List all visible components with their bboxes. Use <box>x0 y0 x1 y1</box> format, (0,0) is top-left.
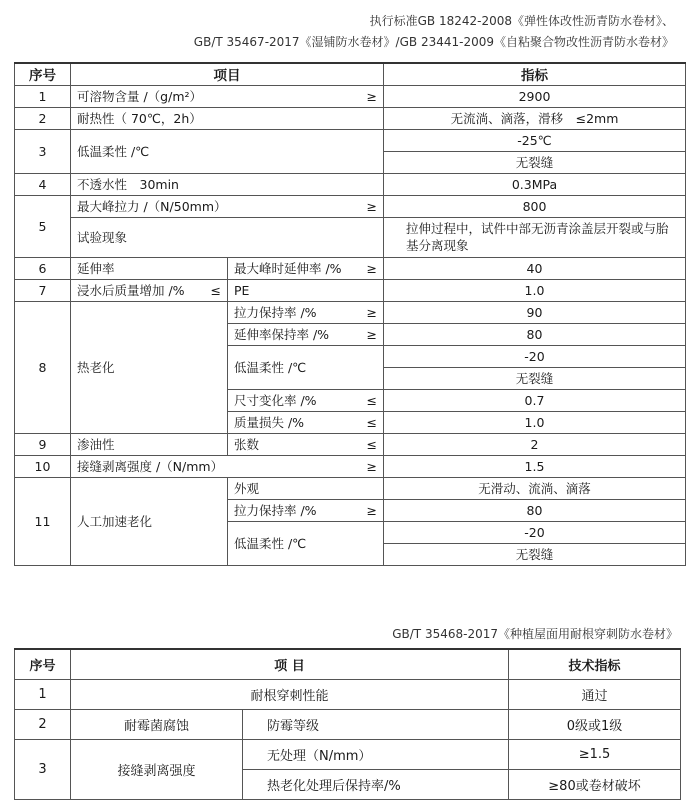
row-value: -20 <box>384 521 686 543</box>
row-no: 2 <box>15 709 71 739</box>
row-sub: 延伸率保持率 /% ≥ <box>228 323 384 345</box>
row-item: 人工加速老化 <box>71 477 228 565</box>
table-header-row <box>15 63 686 85</box>
row-value: 0.7 <box>384 389 686 411</box>
row-value: 2 <box>384 433 686 455</box>
row-item: 试验现象 <box>71 217 384 257</box>
row-no: 6 <box>15 257 71 279</box>
row-sub: 热老化处理后保持率/% <box>243 769 509 799</box>
row-item: 低温柔性 /℃ <box>71 129 384 173</box>
row-no: 1 <box>15 85 71 107</box>
standard-line-1: 执行标准GB 18242-2008《弹性体改性沥青防水卷材》、 <box>369 14 674 28</box>
table-row <box>15 85 686 107</box>
row-sub: 质量损失 /% ≤ <box>228 411 384 433</box>
row-sub: 尺寸变化率 /% ≤ <box>228 389 384 411</box>
row-item: 不透水性 30min <box>71 173 384 195</box>
row-value: 80 <box>384 499 686 521</box>
header-item: 项 目 <box>71 649 509 679</box>
root-resistance-table <box>14 648 681 800</box>
table-row <box>15 107 686 129</box>
table-row <box>15 195 686 217</box>
standard-line-2: GB/T 35467-2017《湿铺防水卷材》/GB 23441-2009《自粘聚合物改性沥青防水卷材》 <box>193 35 674 49</box>
row-value: 拉伸过程中，试件中部无沥青涂盖层开裂或与胎基分离现象 <box>384 217 686 257</box>
row-value: 无裂缝 <box>384 367 686 389</box>
row-value: 80 <box>384 323 686 345</box>
row-no: 9 <box>15 433 71 455</box>
row-no: 3 <box>15 739 71 799</box>
table-row <box>15 477 686 499</box>
row-sub: 最大峰时延伸率 /% ≥ <box>228 257 384 279</box>
row-value: 1.0 <box>384 279 686 301</box>
row-value: 通过 <box>509 679 681 709</box>
row-item: 可溶物含量 /（g/m²） ≥ <box>71 85 384 107</box>
table-row <box>15 455 686 477</box>
row-item: 热老化 <box>71 301 228 433</box>
row-value: 无裂缝 <box>384 543 686 565</box>
row-no: 10 <box>15 455 71 477</box>
table-header-row <box>15 649 681 679</box>
table-row <box>15 173 686 195</box>
row-no: 8 <box>15 301 71 433</box>
row-value: -20 <box>384 345 686 367</box>
row-value: 无滑动、流淌、滴落 <box>384 477 686 499</box>
table-row <box>15 739 681 769</box>
header-spec: 指标 <box>384 63 686 85</box>
row-value: 无裂缝 <box>384 151 686 173</box>
row-no: 5 <box>15 195 71 257</box>
row-no: 1 <box>15 679 71 709</box>
performance-table <box>14 62 686 566</box>
row-sub: PE <box>228 279 384 301</box>
row-value: 1.0 <box>384 411 686 433</box>
table-row <box>15 257 686 279</box>
table-row <box>15 679 681 709</box>
row-sub: 低温柔性 /℃ <box>228 521 384 565</box>
standard-line-3: GB/T 35468-2017《种植屋面用耐根穿刺防水卷材》 <box>392 627 678 641</box>
row-item: 耐热性（ 70℃，2h） <box>71 107 384 129</box>
row-no: 11 <box>15 477 71 565</box>
row-item: 接缝剥离强度 /（N/mm） ≥ <box>71 455 384 477</box>
row-value: 0级或1级 <box>509 709 681 739</box>
row-sub: 拉力保持率 /% ≥ <box>228 301 384 323</box>
table-row <box>15 301 686 323</box>
row-no: 7 <box>15 279 71 301</box>
table-row <box>15 129 686 151</box>
row-sub: 外观 <box>228 477 384 499</box>
row-no: 4 <box>15 173 71 195</box>
row-value: ≥80或卷材破坏 <box>509 769 681 799</box>
row-sub: 低温柔性 /℃ <box>228 345 384 389</box>
table-row <box>15 433 686 455</box>
row-value: -25℃ <box>384 129 686 151</box>
table-row <box>15 279 686 301</box>
row-item: 耐根穿刺性能 <box>71 679 509 709</box>
header-no: 序号 <box>15 649 71 679</box>
row-value: 0.3MPa <box>384 173 686 195</box>
header-spec: 技术指标 <box>509 649 681 679</box>
row-sub: 防霉等级 <box>243 709 509 739</box>
row-item: 耐霉菌腐蚀 <box>71 709 243 739</box>
row-no: 2 <box>15 107 71 129</box>
header-no: 序号 <box>15 63 71 85</box>
row-value: ≥1.5 <box>509 739 681 769</box>
row-item: 接缝剥离强度 <box>71 739 243 799</box>
row-value: 1.5 <box>384 455 686 477</box>
row-sub: 张数 ≤ <box>228 433 384 455</box>
row-no: 3 <box>15 129 71 173</box>
row-sub: 无处理（N/mm） <box>243 739 509 769</box>
row-item: 最大峰拉力 /（N/50mm） ≥ <box>71 195 384 217</box>
row-value: 2900 <box>384 85 686 107</box>
row-value: 40 <box>384 257 686 279</box>
table-row <box>15 709 681 739</box>
row-value: 90 <box>384 301 686 323</box>
row-sub: 拉力保持率 /% ≥ <box>228 499 384 521</box>
row-item: 渗油性 <box>71 433 228 455</box>
row-value: 无流淌、滴落，滑移 ≤2mm <box>384 107 686 129</box>
table-row <box>15 217 686 257</box>
row-item: 延伸率 <box>71 257 228 279</box>
row-value: 800 <box>384 195 686 217</box>
row-item: 浸水后质量增加 /% ≤ <box>71 279 228 301</box>
header-item: 项目 <box>71 63 384 85</box>
